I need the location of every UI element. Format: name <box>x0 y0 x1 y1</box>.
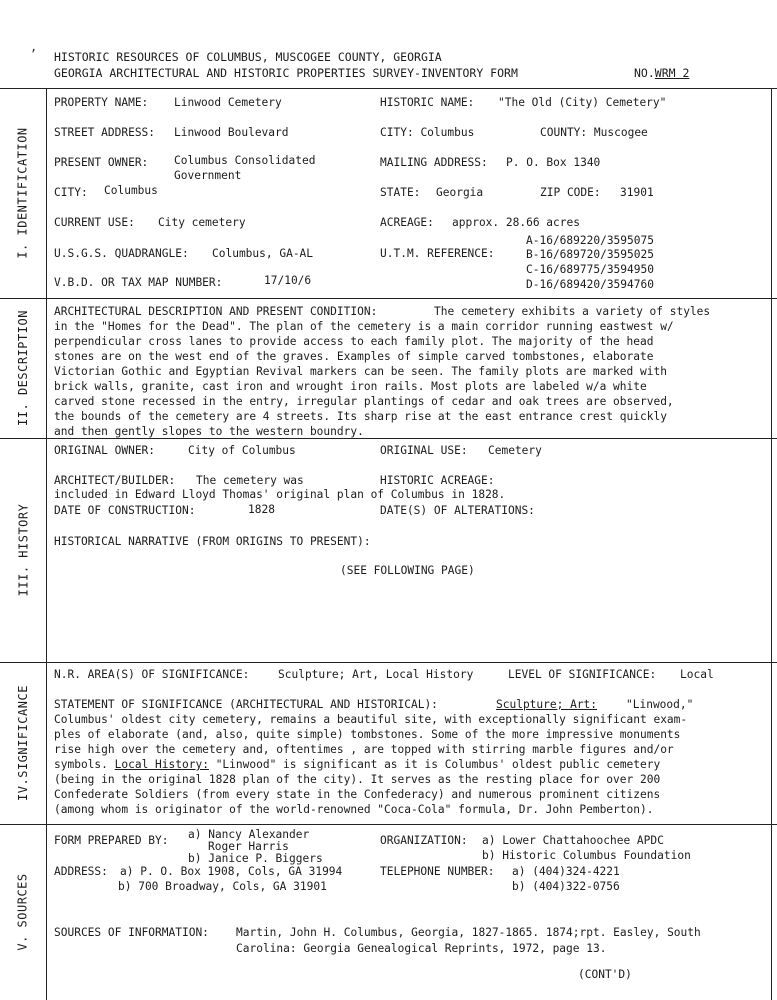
address-b: b) 700 Broadway, Cols, GA 31901 <box>118 880 327 893</box>
significance-line-2: ples of elaborate (and, also, quite simple) tombstones. Some of the more impressive monuments <box>54 728 681 741</box>
divider-2 <box>0 438 777 439</box>
prepared-by-label: FORM PREPARED BY: <box>54 834 169 847</box>
description-line-5: brick walls, granite, cast iron and wrought iron rails. Most plots are labeled w/a white <box>54 380 647 393</box>
city-value: Columbus <box>420 126 475 139</box>
city-label-text: CITY: <box>380 126 414 139</box>
acreage-label: ACREAGE: <box>380 216 434 229</box>
current-use-label: CURRENT USE: <box>54 216 135 229</box>
sculpture-art-label: Sculpture; Art: <box>496 698 598 711</box>
original-use-label: ORIGINAL USE: <box>380 444 468 457</box>
prepared-by-b: b) Janice P. Biggers <box>188 852 323 865</box>
description-line-0: The cemetery exhibits a variety of styles <box>434 305 711 318</box>
present-owner-line2: Government <box>174 169 242 182</box>
present-owner-label: PRESENT OWNER: <box>54 156 149 169</box>
architect-line1: The cemetery was <box>196 474 304 487</box>
original-owner-label: ORIGINAL OWNER: <box>54 444 156 457</box>
property-name-label: PROPERTY NAME: <box>54 96 149 109</box>
significance-line-1: Columbus' oldest city cemetery, remains a beautiful site, with exceptionally significant exam- <box>54 713 688 726</box>
current-use-value: City cemetery <box>158 216 246 229</box>
historic-name-label: HISTORIC NAME: <box>380 96 475 109</box>
organization-b: b) Historic Columbus Foundation <box>482 849 691 862</box>
sources-info-line2: Carolina: Georgia Genealogical Reprints, 1972, page 13. <box>236 942 607 955</box>
narrative-label: HISTORICAL NARRATIVE (FROM ORIGINS TO PRESENT): <box>54 535 371 548</box>
stray-mark: , <box>30 40 38 54</box>
significance-line-7: (among whom is originator of the world-renowned "Coca-Cola" formula, Dr. John Pemberton). <box>54 803 654 816</box>
street-address-label: STREET ADDRESS: <box>54 126 156 139</box>
city-label <box>380 126 474 139</box>
form-number <box>634 66 689 80</box>
prepared-by-a2: Roger Harris <box>208 840 289 853</box>
address-label: ADDRESS: <box>54 865 108 878</box>
zip-value: 31901 <box>620 186 654 199</box>
utm-ref-c: C-16/689775/3594950 <box>526 263 654 276</box>
utm-ref-b: B-16/689720/3595025 <box>526 248 654 261</box>
local-history-text: "Linwood" is significant as it is Columbus' oldest public cemetery <box>215 758 661 771</box>
street-address-value: Linwood Boulevard <box>174 126 289 139</box>
linwood-quote: "Linwood," <box>626 698 694 711</box>
address-a: a) P. O. Box 1908, Cols, GA 31994 <box>120 865 343 878</box>
level-value: Local <box>680 668 714 681</box>
statement-label: STATEMENT OF SIGNIFICANCE (ARCHITECTURAL AND HISTORICAL): <box>54 698 438 711</box>
county-field <box>540 126 648 139</box>
description-line-8: and then gently slopes to the western boundry. <box>54 425 364 438</box>
construction-value: 1828 <box>248 503 275 516</box>
county-label: COUNTY: <box>540 126 588 139</box>
organization-label: ORGANIZATION: <box>380 834 468 847</box>
description-line-6: carved stone recessed in the entry, irregular plantings of cedar and oak trees are observed, <box>54 395 674 408</box>
architect-label: ARCHITECT/BUILDER: <box>54 474 176 487</box>
acreage-value: approx. 28.66 acres <box>452 216 580 229</box>
usgs-label: U.S.G.S. QUADRANGLE: <box>54 247 189 260</box>
description-line-3: stones are on the west end of the graves. Examples of simple carved tombstones, elaborate <box>54 350 654 363</box>
present-owner-line1: Columbus Consolidated <box>174 154 316 167</box>
organization-a: a) Lower Chattahoochee APDC <box>482 834 664 847</box>
description-line-1: in the "Homes for the Dead". The plan of the cemetery is a main corridor running eastwest w/ <box>54 320 674 333</box>
architect-line2: included in Edward Lloyd Thomas' original plan of Columbus in 1828. <box>54 488 506 501</box>
divider-3 <box>0 662 777 663</box>
significance-line-6: Confederate Soldiers (from every state in the Confederacy) and numerous prominent citizens <box>54 788 661 801</box>
mailing-address-label: MAILING ADDRESS: <box>380 156 488 169</box>
symbols-text: symbols. <box>54 758 108 771</box>
alterations-label: DATE(S) OF ALTERATIONS: <box>380 504 535 517</box>
form-number-value: WRM 2 <box>654 66 690 80</box>
level-label: LEVEL OF SIGNIFICANCE: <box>508 668 657 681</box>
divider-top <box>0 88 777 89</box>
divider-1 <box>0 298 777 299</box>
section-identification: I. IDENTIFICATION <box>16 127 31 259</box>
original-owner-value: City of Columbus <box>188 444 296 457</box>
city2-value: Columbus <box>104 184 158 197</box>
divider-4 <box>0 824 777 825</box>
section-significance: IV.SIGNIFICANCE <box>16 685 30 801</box>
continued-marker: (CONT'D) <box>578 968 632 981</box>
sources-info-label: SOURCES OF INFORMATION: <box>54 926 209 939</box>
header-title-line1: HISTORIC RESOURCES OF COLUMBUS, MUSCOGEE COUNTY, GEORGIA <box>54 50 442 64</box>
utm-ref-d: D-16/689420/3594760 <box>526 278 654 291</box>
prepared-by-a1: a) Nancy Alexander <box>188 828 310 841</box>
form-number-label: NO. <box>634 66 655 80</box>
telephone-a: a) (404)324-4221 <box>512 865 620 878</box>
utm-label: U.T.M. REFERENCE: <box>380 247 495 260</box>
section-description: II. DESCRIPTION <box>16 310 30 426</box>
significance-line-4 <box>54 758 660 771</box>
description-line-7: the bounds of the cemetery are 4 streets. Its sharp rise at the east entrance crest quickly <box>54 410 667 423</box>
description-line-4: Victorian Gothic and Egyptian Revival markers can be seen. The family plots are marked with <box>54 365 667 378</box>
telephone-b: b) (404)322-0756 <box>512 880 620 893</box>
construction-label: DATE OF CONSTRUCTION: <box>54 504 196 517</box>
description-label: ARCHITECTURAL DESCRIPTION AND PRESENT CONDITION: <box>54 305 378 318</box>
state-label: STATE: <box>380 186 421 199</box>
property-name-value: Linwood Cemetery <box>174 96 282 109</box>
usgs-value: Columbus, GA-AL <box>212 247 314 260</box>
telephone-label: TELEPHONE NUMBER: <box>380 865 495 878</box>
section-history: III. HISTORY <box>16 503 31 597</box>
zip-label: ZIP CODE: <box>540 186 601 199</box>
description-line-2: perpendicular cross lanes to provide access to each family plot. The majority of the head <box>54 335 654 348</box>
sources-info-line1: Martin, John H. Columbus, Georgia, 1827-1865. 1874;rpt. Easley, South <box>236 926 701 939</box>
historic-acreage-label: HISTORIC ACREAGE: <box>380 474 495 487</box>
vbd-value: 17/10/6 <box>264 274 312 287</box>
historic-name-value: "The Old (City) Cemetery" <box>498 96 667 109</box>
section-sources: V. SOURCES <box>16 873 30 951</box>
nr-area-label: N.R. AREA(S) OF SIGNIFICANCE: <box>54 668 250 681</box>
local-history-label: Local History: <box>114 758 209 771</box>
vbd-label: V.B.D. OR TAX MAP NUMBER: <box>54 276 223 289</box>
significance-line-5: (being in the original 1828 plan of the city). It serves as the resting place for over 200 <box>54 773 661 786</box>
county-value: Muscogee <box>593 126 648 139</box>
header-title-line2: GEORGIA ARCHITECTURAL AND HISTORIC PROPERTIES SURVEY-INVENTORY FORM <box>54 66 518 80</box>
divider-left <box>46 88 47 1000</box>
utm-ref-a: A-16/689220/3595075 <box>526 234 654 247</box>
original-use-value: Cemetery <box>488 444 542 457</box>
divider-right <box>771 88 772 1000</box>
nr-area-value: Sculpture; Art, Local History <box>278 668 474 681</box>
significance-line-3: rise high over the cemetery and, oftentimes , are topped with stirring marble figures and/or <box>54 743 674 756</box>
state-value: Georgia <box>436 186 484 199</box>
city2-label: CITY: <box>54 186 88 199</box>
see-following-page: (SEE FOLLOWING PAGE) <box>340 564 475 577</box>
mailing-address-value: P. O. Box 1340 <box>506 156 601 169</box>
